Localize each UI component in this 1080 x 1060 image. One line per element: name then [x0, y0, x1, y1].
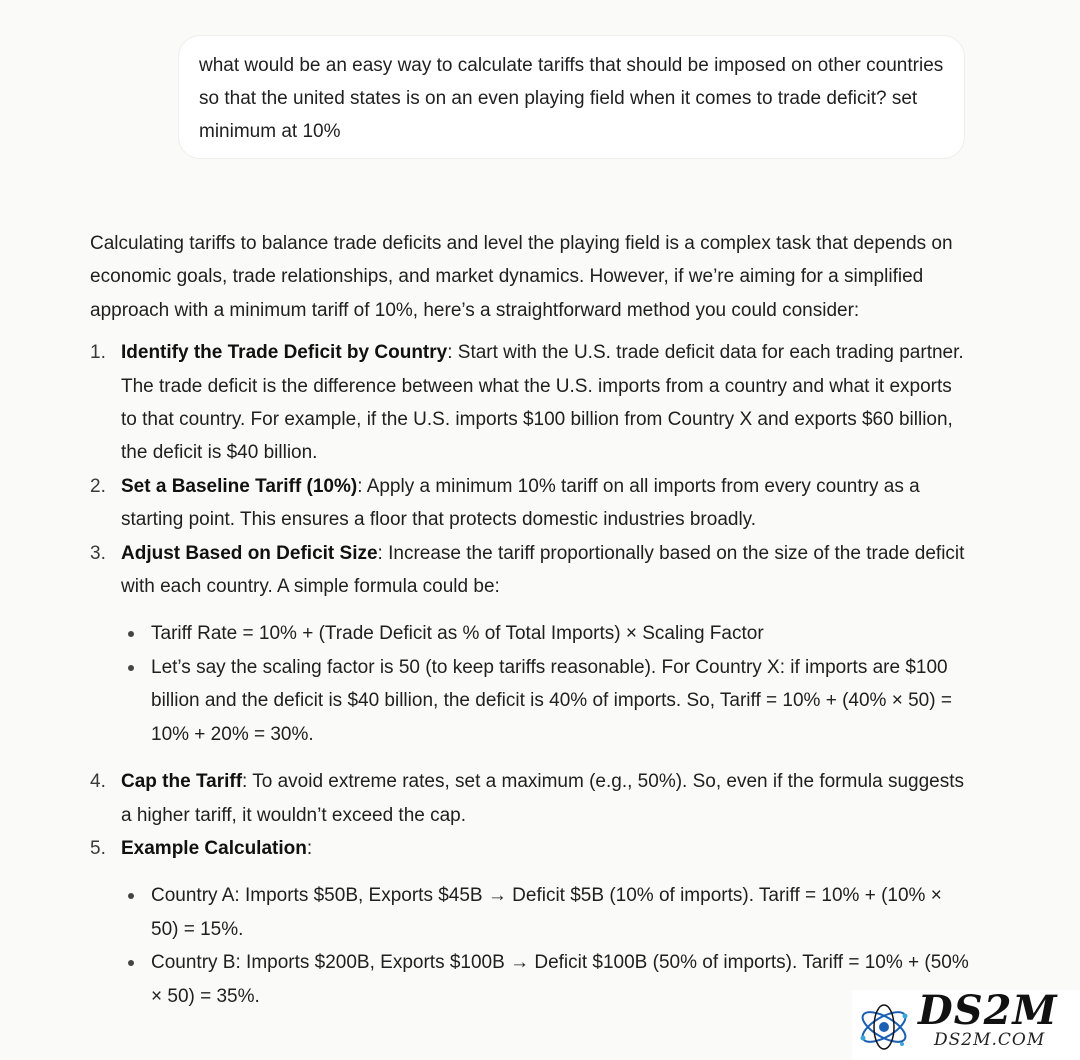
step-text: : Apply a minimum 10% tariff on all imports from every country as a starting point. This ensures a floor that protects domestic industries broadly.: [121, 475, 920, 531]
step-text: : To avoid extreme rates, set a maximum (e.g., 50%). So, even if the formula suggests a higher tariff, it wouldn’t exceed the cap.: [121, 771, 965, 826]
atom-globe-icon: [854, 1000, 914, 1054]
watermark: [852, 987, 1080, 1060]
bullet-dot-icon: [128, 631, 134, 637]
step-title: Adjust Based on Deficit Size: [121, 542, 378, 564]
step-item: [90, 832, 970, 1013]
step-number: 5.: [90, 837, 106, 859]
bullet-text: Country A: Imports $50B, Exports $45B → Deficit $5B (10% of imports). Tariff = 10% + (10% × 50) = 15%.: [151, 885, 942, 940]
step-item: [90, 470, 970, 537]
step-number: 1.: [90, 342, 106, 364]
step-text: :: [306, 837, 313, 859]
bullet-item: [121, 879, 970, 946]
step-title: Set a Baseline Tariff (10%): [121, 475, 358, 497]
step-title: Example Calculation: [121, 837, 307, 859]
watermark-domain: DS2M.COM: [934, 1030, 1046, 1050]
step-item: [90, 765, 970, 832]
assistant-response: [90, 227, 970, 1027]
user-message-text: what would be an easy way to calculate tariffs that should be imposed on other countries so that the united states is on an even playing field when it comes to trade deficit? set minimum at 10%: [199, 55, 944, 142]
bullet-text: Tariff Rate = 10% + (Trade Deficit as % of Total Imports) × Scaling Factor: [151, 623, 764, 645]
bullet-dot-icon: [128, 960, 134, 966]
step-item: [90, 537, 970, 751]
steps-list: [90, 336, 970, 1013]
step-title: Cap the Tariff: [121, 771, 243, 793]
bullet-item: [121, 617, 970, 650]
step-number: 4.: [90, 771, 106, 793]
step-bullets: [121, 617, 970, 751]
step-text: : Start with the U.S. trade deficit data for each trading partner. The trade deficit is the difference between what the U.S. imports from a country and what it exports to that country. For example, if the U.S. imports $100 billion from Country X and exports $60 billion, the deficit is $40 billion.: [121, 342, 964, 464]
response-intro: Calculating tariffs to balance trade deficits and level the playing field is a complex task that depends on economic goals, trade relationships, and market dynamics. However, if we’re aiming for a simplified approach with a minimum tariff of 10%, here’s a straightforward method you could consider:: [90, 233, 953, 321]
watermark-brand: DS2M: [918, 987, 1058, 1034]
step-bullets: [121, 879, 970, 1013]
step-number: 2.: [90, 475, 106, 497]
bullet-text: Country B: Imports $200B, Exports $100B → Deficit $100B (50% of imports). Tariff = 10% + (50% × 50) = 35%.: [151, 952, 969, 1007]
bullet-item: [121, 946, 970, 1013]
step-number: 3.: [90, 542, 106, 564]
user-message-bubble: [178, 35, 965, 159]
step-item: [90, 336, 970, 470]
step-text: : Increase the tariff proportionally based on the size of the trade deficit with each country. A simple formula could be:: [121, 542, 965, 598]
bullet-item: [121, 651, 970, 751]
step-title: Identify the Trade Deficit by Country: [121, 342, 448, 364]
bullet-dot-icon: [128, 665, 134, 671]
bullet-dot-icon: [128, 893, 134, 899]
bullet-text: Let’s say the scaling factor is 50 (to keep tariffs reasonable). For Country X: if imports are $100 billion and the deficit is $40 billion, the deficit is 40% of imports. So, Tariff = 10% + (40% × 50) = 10% + 20% = 30%.: [151, 656, 952, 745]
